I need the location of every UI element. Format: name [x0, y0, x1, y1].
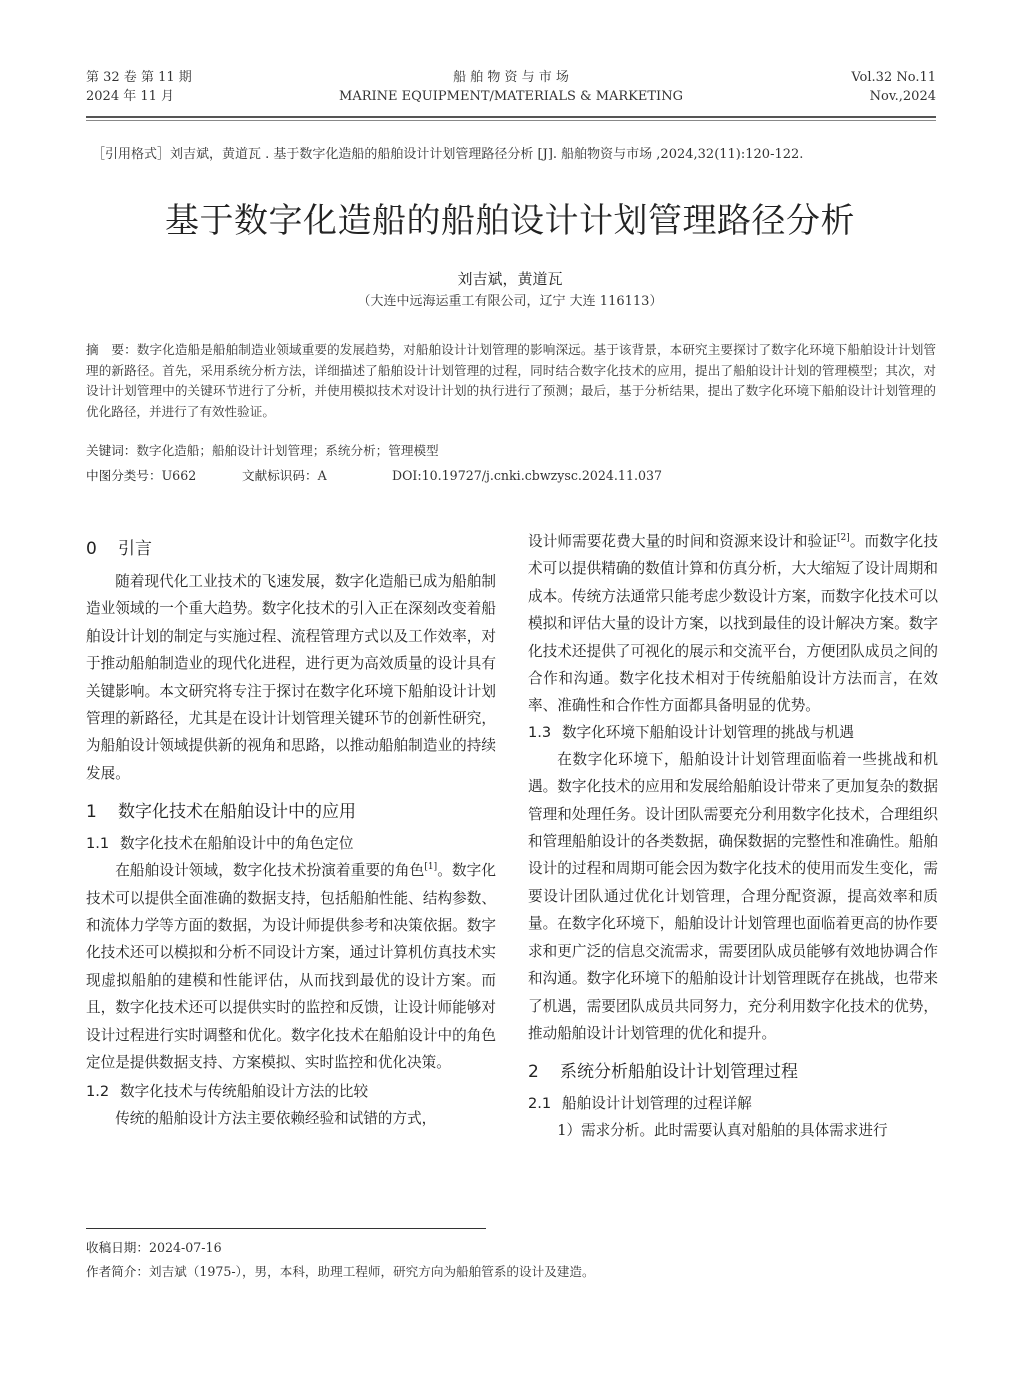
paragraph-text: 设计师需要花费大量的时间和资源来设计和验证	[528, 533, 837, 550]
journal-name-cn: 船 舶 物 资 与 市 场	[453, 70, 569, 85]
subsection-title: 数字化技术与传统船舶设计方法的比较	[120, 1082, 369, 1100]
citation-text: 刘吉斌，黄道瓦 . 基于数字化造船的船舶设计计划管理路径分析 [J]. 船舶物资与市场 ,2024,32(11):120-122.	[170, 147, 804, 162]
paragraph-text: 。而数字化技术可以提供精确的数值计算和仿真分析，大大缩短了设计周期和成本。传统方法通常只能考虑少数设计方案，而数字化技术可以模拟和评估大量的设计方案，以找到最佳的设计解决方案。数字化技术还提供了可视化的展示和交流平台，方便团队成员之间的合作和沟通。数字化技术相对于传统船舶设计方法而言，在效率、准确性和合作性方面都具备明显的优势。	[528, 533, 938, 715]
classification-line	[86, 466, 936, 486]
abstract-label: 摘 要：	[86, 342, 137, 357]
paper-authors: 刘吉斌，黄道瓦	[457, 270, 563, 288]
document-code	[242, 466, 392, 486]
reference-marker: [1]	[424, 862, 438, 873]
section-number: 1	[86, 802, 97, 823]
paragraph-1-3: 在数字化环境下，船舶设计计划管理面临着一些挑战和机遇。数字化技术的应用和发展给船舶设计带来了更加复杂的数据管理和处理任务。设计团队需要充分利用数字化技术，合理组织和管理船舶设计的各类数据，确保数据的完整性和准确性。船舶设计的过程和周期可能会因为数字化技术的使用而发生变化，需要设计团队通过优化计划管理，合理分配资源，提高效率和质量。在数字化环境下，船舶设计计划管理也面临着更高的协作要求和更广泛的信息交流需求，需要团队成员能够有效地协调合作和沟通。数字化环境下的船舶设计计划管理既存在挑战，也带来了机遇，需要团队成员共同努力，充分利用数字化技术的优势，推动船舶设计计划管理的优化和提升。	[528, 750, 938, 1042]
section-heading-1	[86, 797, 496, 827]
section-number: 2	[528, 1062, 539, 1083]
paragraph-text: 在船舶设计领域，数字化技术扮演着重要的角色	[115, 862, 425, 880]
paragraph-text: 。数字化技术可以提供全面准确的数据支持，包括船舶性能、结构参数、和流体力学等方面的数据，为设计师提供参考和决策依据。数字化技术还可以模拟和分析不同设计方案，通过计算机仿真技术实现虚拟船舶的建模和性能评估，从而找到最优的设计方案。而且，数字化技术还可以提供实时的监控和反馈，让设计师能够对设计过程进行实时调整和优化。数字化技术在船舶设计中的角色定位是提供数据支持、方案模拟、实时监控和优化决策。	[86, 862, 496, 1072]
journal-issue-en	[851, 68, 936, 106]
subsection-title: 船舶设计计划管理的过程详解	[562, 1095, 752, 1113]
subsection-title: 数字化环境下船舶设计计划管理的挑战与机遇	[562, 723, 854, 741]
subsection-heading-1-2	[86, 1079, 496, 1105]
subsection-number: 1.1	[86, 835, 110, 853]
header-rule-thin	[86, 120, 936, 121]
keywords	[86, 441, 936, 461]
journal-name	[86, 68, 936, 106]
subsection-number: 1.2	[86, 1082, 110, 1100]
clc-label: 中图分类号：	[86, 468, 162, 483]
volume-issue-cn: 第 32 卷 第 11 期	[86, 70, 192, 85]
date-cn: 2024 年 11 月	[86, 89, 175, 104]
subsection-number: 2.1	[528, 1095, 552, 1113]
paragraph-1-1	[86, 857, 496, 1076]
clc-number	[86, 466, 242, 486]
footnote-rule	[86, 1228, 486, 1229]
received-date: 2024-07-16	[148, 1240, 222, 1255]
body-column-right	[528, 528, 938, 1145]
doc-code-label: 文献标识码：	[242, 468, 318, 483]
doc-code-value: A	[317, 468, 327, 483]
paragraph-intro: 随着现代化工业技术的飞速发展，数字化造船已成为船舶制造业领域的一个重大趋势。数字化技术的引入正在深刻改变着船舶设计计划的制定与实施过程、流程管理方式以及工作效率，对于推动船舶制造业的现代化进程，进行更为高效质量的设计具有关键影响。本文研究将专注于探讨在数字化环境下船舶设计计划管理的新路径，尤其是在设计计划管理关键环节的创新性研究，为船舶设计领域提供新的视角和思路，以推动船舶制造业的持续发展。	[86, 573, 496, 782]
section-title: 引言	[118, 539, 152, 559]
subsection-title: 数字化技术在船舶设计中的角色定位	[120, 835, 354, 853]
paragraph-1-2-cont	[528, 528, 938, 720]
citation-format	[92, 145, 942, 165]
body-column-left	[86, 528, 496, 1132]
keywords-text: 数字化造船；船舶设计计划管理；系统分析；管理模型	[136, 443, 439, 458]
volume-issue-en: Vol.32 No.11	[851, 70, 936, 85]
section-heading-2	[528, 1057, 938, 1087]
abstract-text: 数字化造船是船舶制造业领域重要的发展趋势，对船舶设计计划管理的影响深远。基于该背景，本研究主要探讨了数字化环境下船舶设计计划管理的新路径。首先，采用系统分析方法，详细描述了船舶设计计划管理的过程，同时结合数字化技术的应用，提出了船舶设计计划的管理模型；其次，对设计计划管理中的关键环节进行了分析，并使用模拟技术对设计计划的执行进行了预测；最后，基于分析结果，提出了数字化环境下船舶设计计划管理的优化路径，并进行了有效性验证。	[86, 342, 937, 419]
journal-name-en: MARINE EQUIPMENT/MATERIALS & MARKETING	[339, 89, 683, 104]
section-heading-0	[86, 534, 496, 564]
abstract	[86, 340, 936, 422]
subsection-heading-2-1	[528, 1091, 938, 1117]
subsection-heading-1-1	[86, 831, 496, 857]
reference-marker: [2]	[836, 533, 850, 544]
doi: DOI:10.19727/j.cnki.cbwzysc.2024.11.037	[392, 468, 662, 483]
author-bio-label: 作者简介：	[86, 1264, 149, 1279]
section-title: 系统分析船舶设计计划管理过程	[560, 1062, 798, 1083]
paper-title: 基于数字化造船的船舶设计计划管理路径分析	[165, 201, 855, 241]
footnote-author-bio	[86, 1262, 936, 1282]
date-en: Nov.,2024	[869, 89, 936, 104]
author-bio-text: 刘吉斌（1975-），男，本科，助理工程师，研究方向为船舶管系的设计及建造。	[148, 1264, 595, 1279]
clc-value: U662	[161, 468, 197, 483]
received-label: 收稿日期：	[86, 1240, 149, 1255]
citation-label: ［引用格式］	[92, 147, 171, 162]
section-number: 0	[86, 539, 97, 559]
footnote-received	[86, 1238, 936, 1258]
keywords-label: 关键词：	[86, 443, 137, 458]
author-affiliation: （大连中远海运重工有限公司，辽宁 大连 116113）	[357, 294, 663, 309]
paragraph-2-1-start: 1）需求分析。此时需要认真对船舶的具体需求进行	[557, 1122, 888, 1140]
subsection-number: 1.3	[528, 723, 552, 741]
section-title: 数字化技术在船舶设计中的应用	[118, 802, 356, 823]
subsection-heading-1-3	[528, 720, 938, 746]
header-rule-thick	[86, 116, 936, 118]
running-header	[86, 68, 936, 108]
paragraph-1-2-start: 传统的船舶设计方法主要依赖经验和试错的方式，	[115, 1109, 437, 1127]
